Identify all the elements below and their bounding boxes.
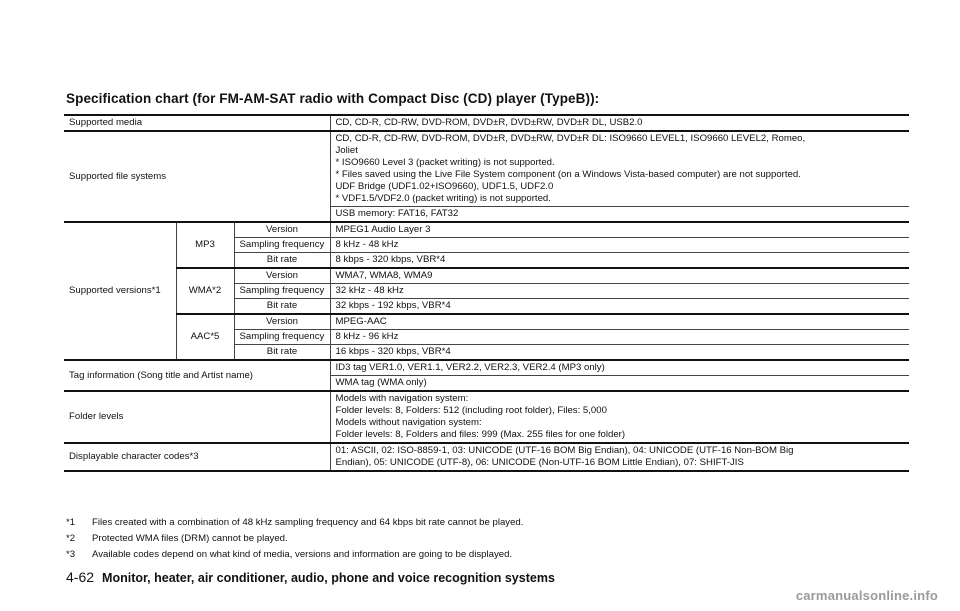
param-value: MPEG1 Audio Layer 3 — [330, 222, 909, 238]
param-value: 8 kHz - 48 kHz — [330, 238, 909, 253]
param-value: 32 kHz - 48 kHz — [330, 284, 909, 299]
param-label: Sampling frequency — [234, 330, 330, 345]
footnote-mark: *1 — [66, 516, 76, 528]
param-value: 8 kHz - 96 kHz — [330, 330, 909, 345]
page-number: 4-62 — [66, 569, 95, 585]
page-footer — [66, 569, 555, 585]
footnote-mark: *2 — [66, 532, 76, 544]
fs-line: UDF Bridge (UDF1.02+ISO9660), UDF1.5, UDF2.0 — [335, 181, 554, 192]
table-row — [64, 222, 909, 238]
code-line: 01: ASCII, 02: ISO-8859-1, 03: UNICODE (UTF-16 BOM Big Endian), 04: UNICODE (UTF-16 Non-BOM Big — [335, 445, 794, 456]
param-label: Version — [234, 268, 330, 284]
footnote — [66, 546, 926, 562]
footnote — [66, 530, 926, 546]
param-value: 16 kbps - 320 kbps, VBR*4 — [330, 345, 909, 361]
row-value-folder-levels — [330, 391, 909, 443]
folder-line: Folder levels: 8, Folders: 512 (including root folder), Files: 5,000 — [335, 405, 607, 416]
fs-line: CD, CD-R, CD-RW, DVD-ROM, DVD±R, DVD±RW, DVD±R DL: ISO9660 LEVEL1, ISO9660 LEVEL2, Romeo, — [335, 133, 806, 144]
table-row — [64, 443, 909, 471]
row-value-file-systems-usb: USB memory: FAT16, FAT32 — [330, 207, 909, 223]
param-label: Version — [234, 314, 330, 330]
row-value-file-systems-disc — [330, 131, 909, 207]
row-label-supported-versions: Supported versions*1 — [64, 222, 176, 360]
fs-line: * VDF1.5/VDF2.0 (packet writing) is not supported. — [335, 193, 551, 204]
footnotes — [66, 514, 926, 562]
format-name-wma: WMA*2 — [176, 268, 234, 314]
code-line: Endian), 05: UNICODE (UTF-8), 06: UNICODE (Non-UTF-16 BOM Little Endian), 07: SHIFT-JIS — [335, 457, 744, 468]
param-label: Bit rate — [234, 253, 330, 269]
footnote-text: Files created with a combination of 48 kHz sampling frequency and 64 kbps bit rate cannot be played. — [92, 516, 524, 528]
folder-line: Models without navigation system: — [335, 417, 482, 428]
fs-line: * ISO9660 Level 3 (packet writing) is not supported. — [335, 157, 555, 168]
row-value-tag-id3: ID3 tag VER1.0, VER1.1, VER2.2, VER2.3, VER2.4 (MP3 only) — [330, 360, 909, 376]
folder-line: Models with navigation system: — [335, 393, 469, 404]
footnote — [66, 514, 926, 530]
table-row — [64, 115, 909, 131]
row-value-supported-media: CD, CD-R, CD-RW, DVD-ROM, DVD±R, DVD±RW, DVD±R DL, USB2.0 — [330, 115, 909, 131]
row-label-folder-levels: Folder levels — [64, 391, 330, 443]
param-value: 8 kbps - 320 kbps, VBR*4 — [330, 253, 909, 269]
row-value-character-codes — [330, 443, 909, 471]
footnote-mark: *3 — [66, 548, 76, 560]
format-name-mp3: MP3 — [176, 222, 234, 268]
footnote-text: Protected WMA files (DRM) cannot be played. — [92, 532, 288, 544]
fs-line: Joliet — [335, 145, 358, 156]
table-row — [64, 360, 909, 376]
footnote-text: Available codes depend on what kind of media, versions and information are going to be displayed. — [92, 548, 513, 560]
param-value: 32 kbps - 192 kbps, VBR*4 — [330, 299, 909, 315]
row-label-file-systems: Supported file systems — [64, 131, 330, 222]
table-row — [64, 131, 909, 207]
param-label: Sampling frequency — [234, 238, 330, 253]
param-value: MPEG-AAC — [330, 314, 909, 330]
folder-line: Folder levels: 8, Folders and files: 999 (Max. 255 files for one folder) — [335, 429, 626, 440]
param-label: Version — [234, 222, 330, 238]
param-label: Bit rate — [234, 345, 330, 361]
format-name-aac: AAC*5 — [176, 314, 234, 360]
param-label: Bit rate — [234, 299, 330, 315]
specification-table — [64, 114, 909, 472]
table-row — [64, 268, 909, 284]
param-label: Sampling frequency — [234, 284, 330, 299]
section-title: Monitor, heater, air conditioner, audio, phone and voice recognition systems — [102, 571, 555, 585]
table-row — [64, 314, 909, 330]
row-label-character-codes: Displayable character codes*3 — [64, 443, 330, 471]
param-value: WMA7, WMA8, WMA9 — [330, 268, 909, 284]
table-row — [64, 391, 909, 443]
page-title: Specification chart (for FM-AM-SAT radio with Compact Disc (CD) player (TypeB)): — [66, 91, 600, 106]
fs-line: * Files saved using the Live File System component (on a Windows Vista-based computer) are not supported. — [335, 169, 801, 180]
watermark: carmanualsonline.info — [795, 588, 938, 603]
row-label-tag-information: Tag information (Song title and Artist name) — [64, 360, 330, 391]
row-value-tag-wma: WMA tag (WMA only) — [330, 376, 909, 392]
row-label-supported-media: Supported media — [64, 115, 330, 131]
